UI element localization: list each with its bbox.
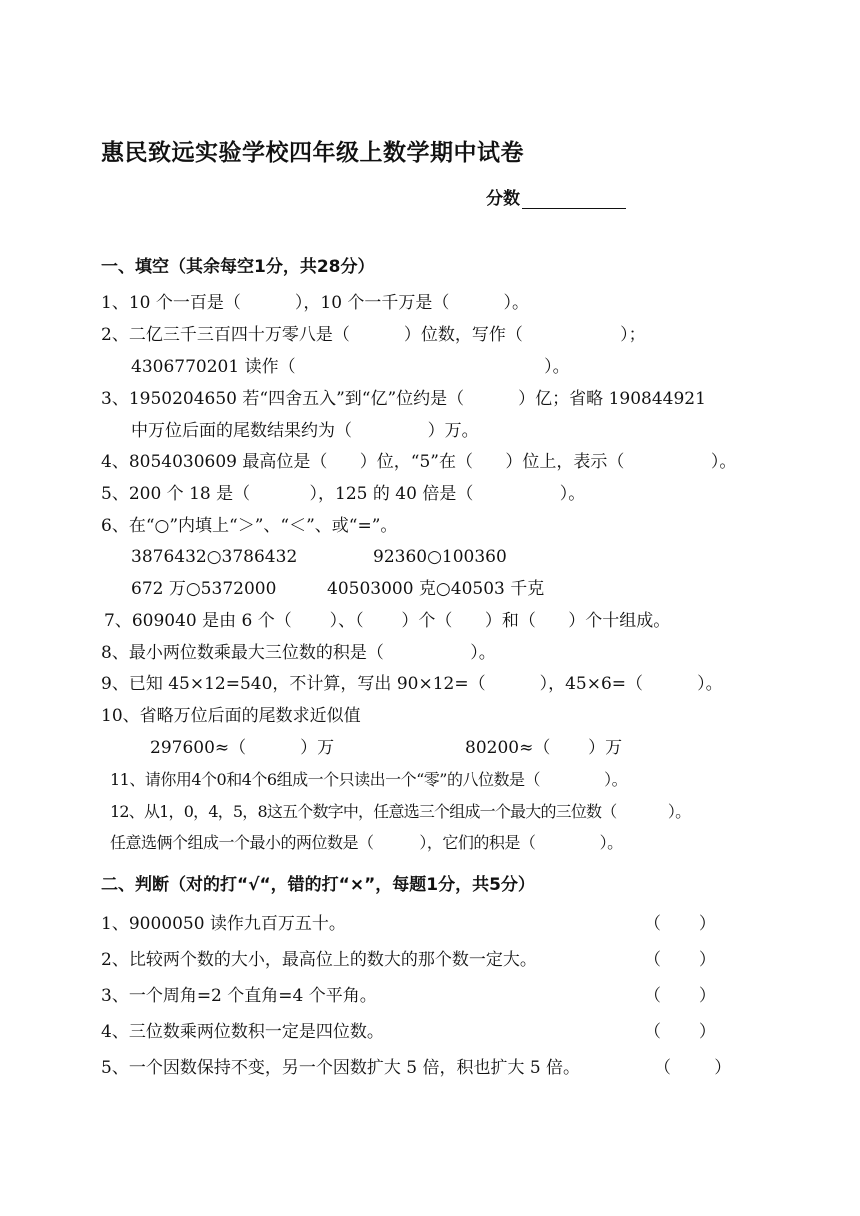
question-3-cont: 中万位后面的尾数结果约为（ ）万。 — [131, 421, 479, 441]
score-label: 分数 — [486, 189, 520, 209]
judge-item-3: 3、一个周角=2 个直角=4 个平角。 — [101, 986, 377, 1006]
question-6: 6、在“○”内填上“＞”、“＜”、或“=”。 — [101, 516, 398, 536]
question-6-d: 40503000 克○40503 千克 — [327, 579, 545, 599]
question-10: 10、省略万位后面的尾数求近似值 — [101, 706, 361, 726]
judge-answer-5: （ ） — [654, 1058, 732, 1078]
question-6-b: 92360○100360 — [373, 547, 507, 567]
question-2: 2、二亿三千三百四十万零八是（ ）位数，写作（ ）； — [101, 325, 646, 345]
question-2-cont: 4306770201 读作（ ）。 — [131, 357, 570, 377]
exam-title: 惠民致远实验学校四年级上数学期中试卷 — [101, 140, 524, 166]
judge-item-1: 1、9000050 读作九百万五十。 — [101, 914, 346, 934]
judge-item-4: 4、三位数乘两位数积一定是四位数。 — [101, 1022, 384, 1042]
question-3: 3、1950204650 若“四舍五入”到“亿”位约是（ ）亿；省略 190844921 — [101, 389, 706, 409]
question-6-c: 672 万○5372000 — [131, 579, 277, 599]
judge-answer-2: （ ） — [644, 950, 716, 970]
judge-answer-4: （ ） — [644, 1022, 716, 1042]
question-10-a: 297600≈（ ）万 — [150, 738, 335, 758]
question-4: 4、8054030609 最高位是（ ）位，“5”在（ ）位上，表示（ ）。 — [101, 452, 737, 472]
score-field — [486, 184, 626, 209]
question-11: 11、请你用4个0和4个6组成一个只读出一个“零”的八位数是（ ）。 — [110, 770, 628, 789]
judge-answer-1: （ ） — [644, 914, 716, 934]
question-1: 1、10 个一百是（ ），10 个一千万是（ ）。 — [101, 293, 529, 313]
question-7: 7、609040 是由 6 个（ ）、（ ）个（ ）和（ ）个十组成。 — [104, 611, 671, 631]
judge-item-2: 2、比较两个数的大小，最高位上的数大的那个数一定大。 — [101, 950, 537, 970]
question-12-cont: 任意选俩个组成一个最小的两位数是（ ），它们的积是（ ）。 — [110, 833, 623, 852]
section2-heading: 二、判断（对的打“√“，错的打“×”，每题1分，共5分） — [101, 875, 535, 895]
section1-heading: 一、填空（其余每空1分，共28分） — [101, 257, 375, 277]
question-9: 9、已知 45×12=540，不计算，写出 90×12=（ ），45×6=（ ）。 — [101, 674, 723, 694]
question-12: 12、从1，0，4，5，8这五个数字中，任意选三个组成一个最大的三位数（ ）。 — [110, 802, 691, 821]
question-8: 8、最小两位数乘最大三位数的积是（ ）。 — [101, 643, 496, 663]
judge-answer-3: （ ） — [644, 986, 716, 1006]
score-blank — [522, 190, 626, 209]
judge-item-5: 5、一个因数保持不变，另一个因数扩大 5 倍，积也扩大 5 倍。 — [101, 1058, 581, 1078]
question-6-a: 3876432○3786432 — [131, 547, 298, 567]
question-10-b: 80200≈（ ）万 — [465, 738, 623, 758]
question-5: 5、200 个 18 是（ ），125 的 40 倍是（ ）。 — [101, 484, 586, 504]
